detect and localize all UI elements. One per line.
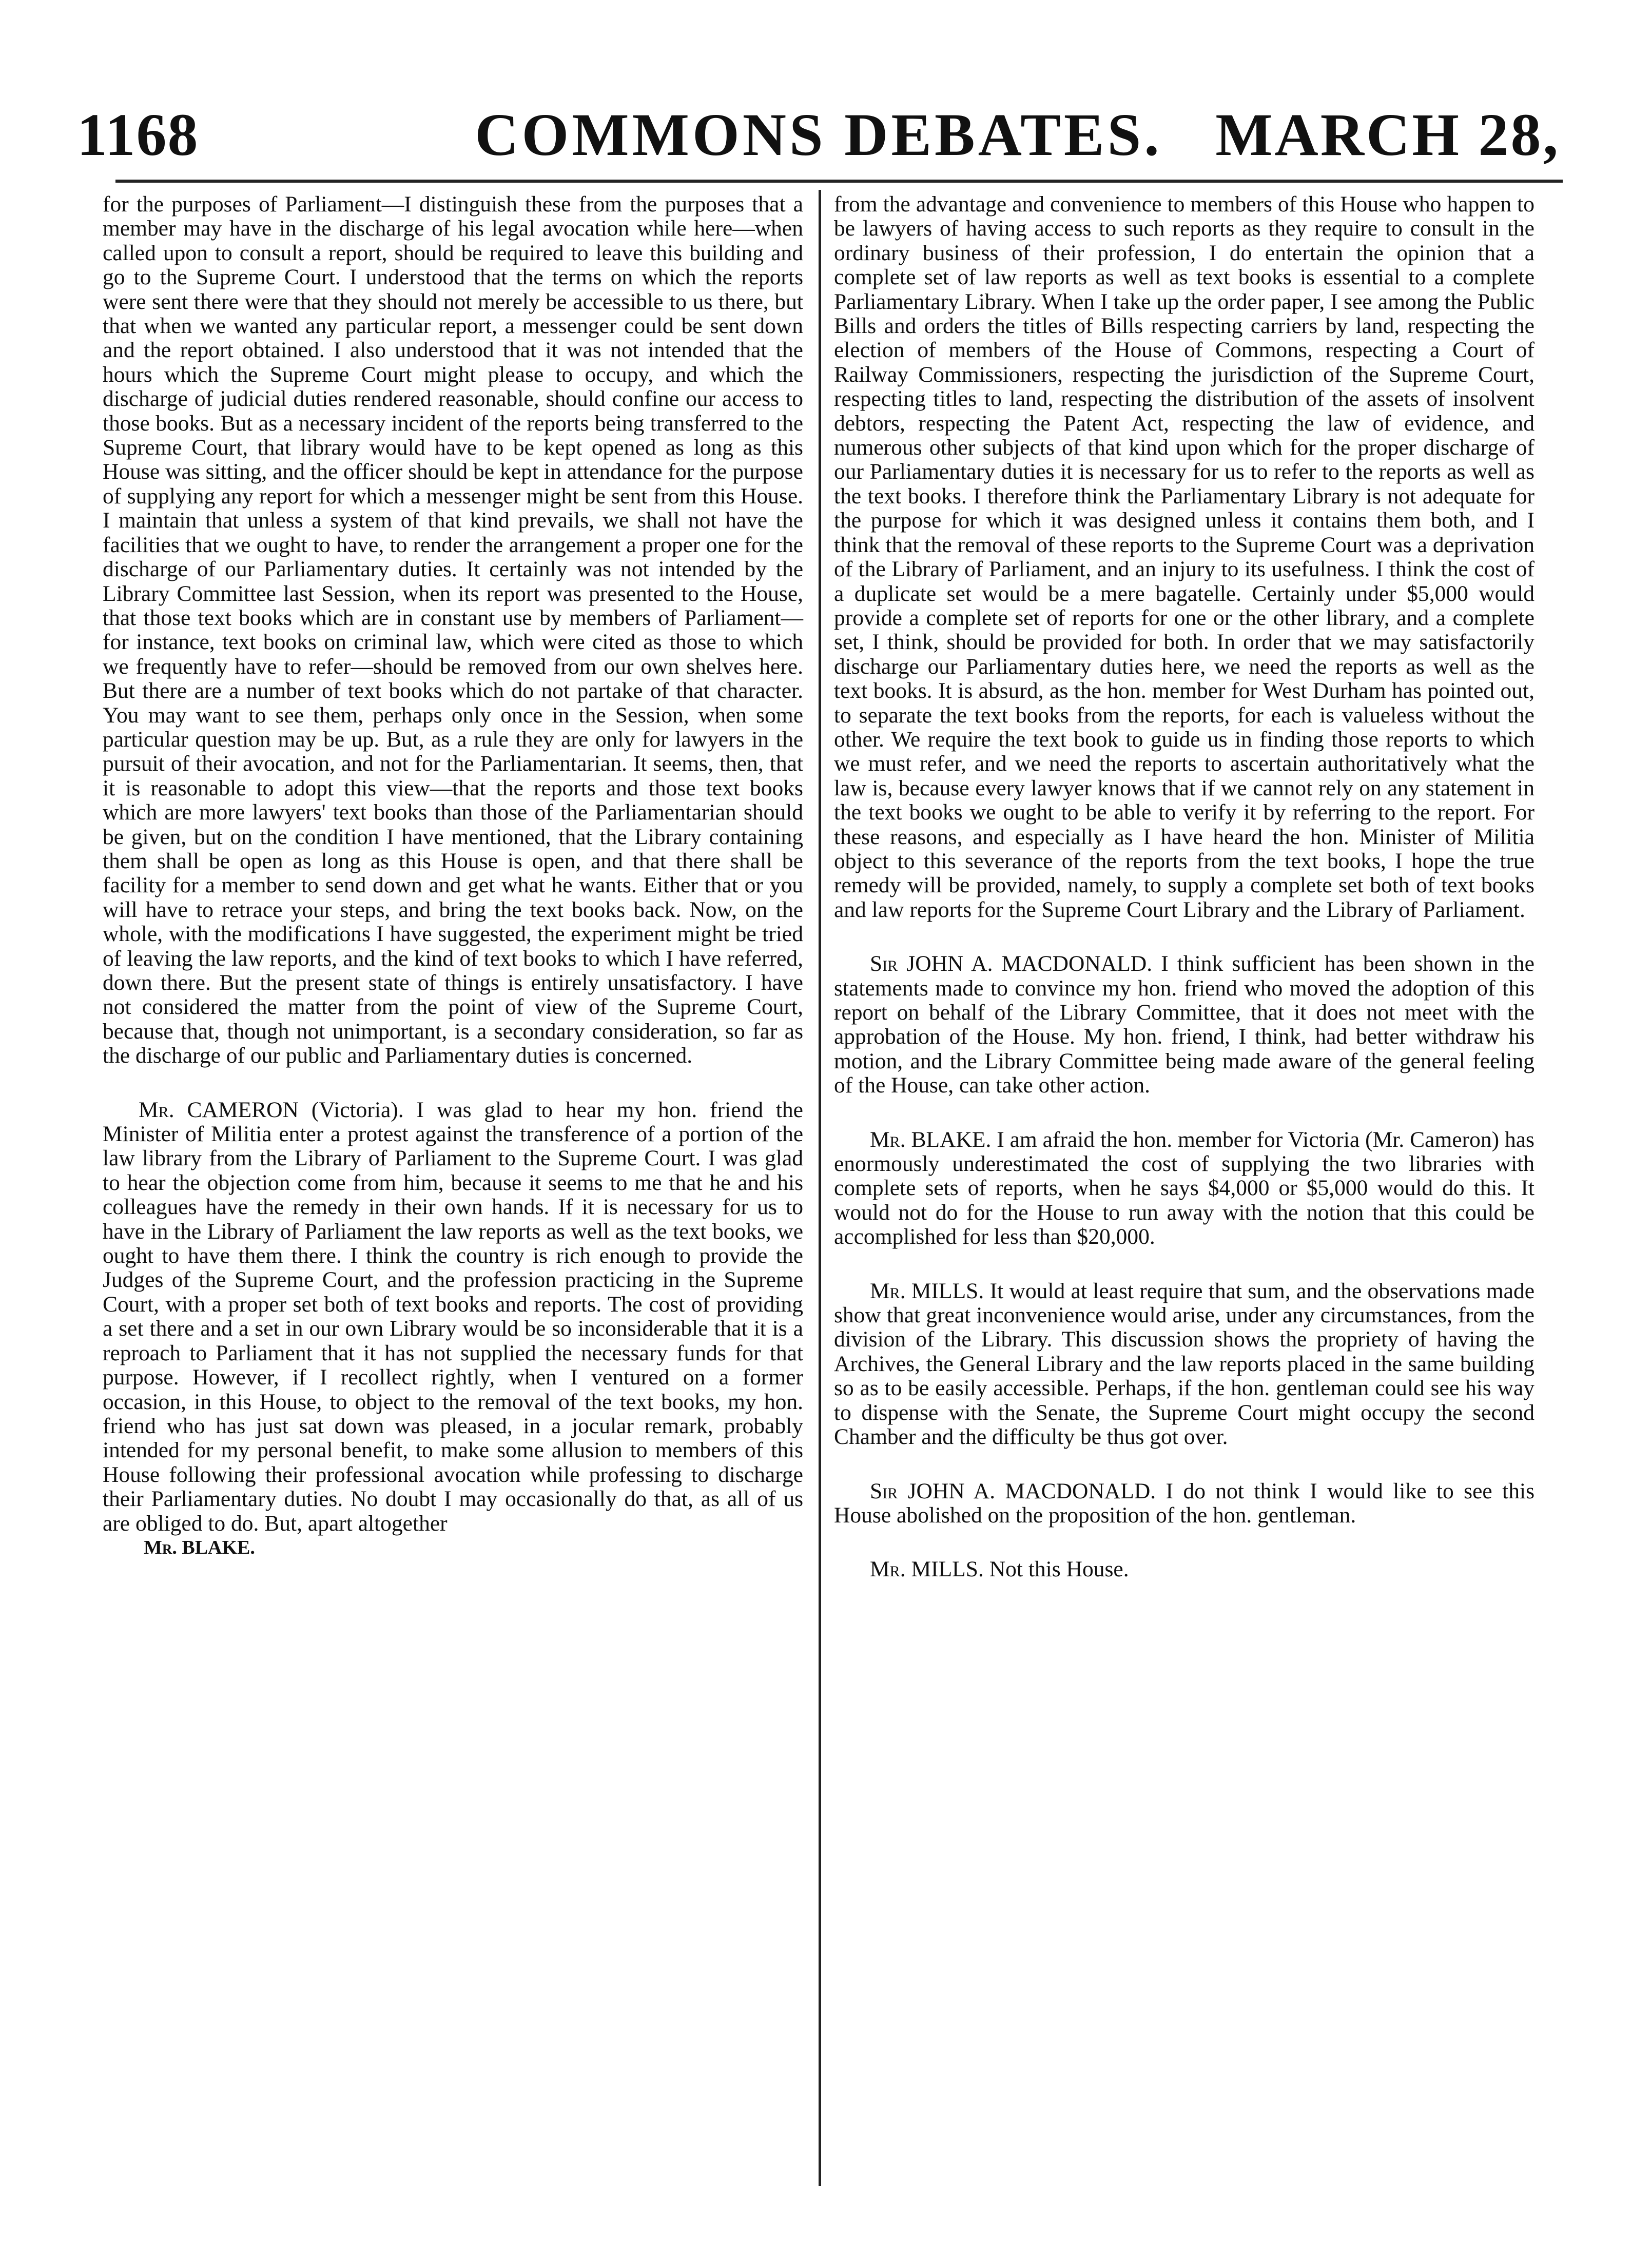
paragraph-text: for the purposes of Parliament—I distinguish these from the purposes that a member may have in the discharge of his legal avocation while here—when called upon to consult a report, should be required to leave this building and go to the Supreme Court. I understood that the terms on which the reports were sent there were that they should not merely be accessible to us there, but that when we wanted any particular report, a messenger could be sent down and the report obtained. I also understood that it was not intended that the hours which the Supreme Court might please to occupy, and which the discharge of judicial duties rendered reasonable, should confine our access to those books. But as a necessary incident of the reports being transferred to the Supreme Court, that library would have to be kept opened as long as this House was sitting, and the officer should be kept in attendance for the purpose of supplying any report for which a messenger might be sent from this House. I maintain that unless a system of that kind prevails, we shall not have the facilities that we ought to have, to render the arrangement a proper one for the discharge of our Parliamentary duties. It certainly was not intended by the Library Committee last Session, when its report was presented to the House, that those text books which are in constant use by members of Parliament—for instance, text books on criminal law, which were cited as those to which we frequently have to refer—should be removed from our own shelves here. But there are a number of text books which do not partake of that character. You may want to see them, perhaps only once in the Session, when some particular question may be up. But, as a rule they are only for lawyers in the pursuit of their avocation, and not for the Parliamentarian. It seems, then, that it is reasonable to adopt this view—that the reports and those text books which are more lawyers' text books than those of the Parliamentarian should be given, but on the condition I have mentioned, that the Library containing them shall be open as long as this House is open, and that there shall be facility for a member to send down and get what he wants. Either that or you will have to retrace your steps, and bring the text books back. Now, on the whole, with the modifications I have suggested, the experiment might be tried of leaving the law reports, and the kind of text books to which I have referred, down there. But the present state of things is entirely unsatisfactory. I have not considered the matter from the point of view of the Supreme Court, because that, though not unimportant, is a secondary consideration, so far as the discharge of our public and Parliamentary duties is concerned. [103, 192, 803, 1068]
speaker-name: Sir JOHN A. MACDONALD. [870, 1478, 1156, 1503]
paragraph-text: from the advantage and convenience to members of this House who happen to be lawyers of having access to such reports as they require to consult in the ordinary business of their profession, I do entertain the opinion that a complete set of law reports as well as text books is essential to a complete Parliamentary Library. When I take up the order paper, I see among the Public Bills and orders the titles of Bills respecting carriers by land, respecting the election of members of the House of Commons, respecting a Court of Railway Commissioners, respecting the jurisdiction of the Supreme Court, respecting titles to land, respecting the distribution of the assets of insolvent debtors, respecting the Patent Act, respecting the law of evidence, and numerous other subjects of that kind upon which for the proper discharge of our Parliamentary duties it is necessary for us to refer to the reports as well as the text books. I therefore think the Parliamentary Library is not adequate for the purpose for which it was designed unless it contains them both, and I think that the removal of these reports to the Supreme Court was a deprivation of the Library of Parliament, and an injury to its usefulness. I think the cost of a duplicate set would be a mere bagatelle. Certainly under $5,000 would provide a complete set of reports for one or the other library, and a complete set, I think, should be provided for both. In order that we may satisfactorily discharge our Parliamentary duties here, we need the reports as well as the text books. It is absurd, as the hon. member for West Durham has pointed out, to separate the text books from the reports, for each is valueless without the other. We require the text book to guide us in finding those reports to which we must refer, and we need the reports to ascertain authoritatively what the law is, because every lawyer knows that if we cannot rely on any statement in the text books we ought to be able to verify it by referring to the report. For these reasons, and especially as I have heard the hon. Minister of Militia object to this severance of the reports from the text books, I hope the true remedy will be provided, namely, to supply a complete set both of text books and law reports for the Supreme Court Library and the Library of Parliament. [834, 192, 1534, 922]
paragraph-text: I do not think I would like to see this House abolished on the proposition of the hon. gentleman. [834, 1478, 1534, 1528]
page-date: MARCH 28, [1215, 101, 1560, 168]
page-number: 1168 [77, 101, 199, 168]
paragraph-text: I think sufficient has been shown in the statements made to convince my hon. friend who moved the adoption of this report on behalf of the Library Committee, that it does not meet with the approbation of the House. My hon. friend, I think, had better withdraw his motion, and the Library Committee being made aware of the general feeling of the House, can take other action. [834, 951, 1534, 1098]
paragraph [103, 192, 803, 1068]
header-rule [115, 180, 1563, 183]
paragraph [834, 192, 1534, 922]
right-column [834, 192, 1534, 1582]
paragraph [834, 1128, 1534, 1249]
speaker-name: Mr. MILLS. [870, 1557, 984, 1582]
left-column [103, 192, 803, 1560]
paragraph [834, 1279, 1534, 1450]
speaker-name: Mr. CAMERON [139, 1097, 299, 1122]
paragraph [834, 1557, 1534, 1581]
paragraph-text: I am afraid the hon. member for Victoria (Mr. Cameron) has enormously underestimated the cost of supplying the two libraries with complete sets of reports, when he says $4,000 or $5,000 would do this. It would not do for the House to run away with the notion that this could be accomplished for less than $20,000. [834, 1127, 1534, 1249]
paragraph-text: (Victoria). I was glad to hear my hon. friend the Minister of Militia enter a protest against the transference of a portion of the law library from the Library of Parliament to the Supreme Court. I was glad to hear the objection come from him, because it seems to me that he and his colleagues have the remedy in their own hands. If it is necessary for us to have in the Library of Parliament the law reports as well as the text books, we ought to have them there. I think the country is rich enough to provide the Judges of the Supreme Court, and the profession practicing in the Supreme Court, with a proper set both of text books and reports. The cost of providing a set there and a set in our own Library would be so inconsiderable that it is a reproach to Parliament that it has not supplied the necessary funds for that purpose. However, if I recollect rightly, when I ventured on a former occasion, in this House, to object to the removal of the text books, my hon. friend who has just sat down was pleased, in a jocular remark, probably intended for my personal benefit, to make some allusion to members of this House following their professional avocation while professing to discharge their Parliamentary duties. No doubt I may occasionally do that, as all of us are obliged to do. But, apart altogether [103, 1097, 803, 1536]
paragraph [103, 1098, 803, 1536]
paragraph-text: Not this House. [983, 1557, 1129, 1582]
page-header [77, 100, 1560, 172]
paragraph [834, 952, 1534, 1098]
speaker-name: Mr. MILLS. [870, 1278, 984, 1303]
column-divider [819, 190, 821, 2186]
running-title: COMMONS DEBATES. [475, 101, 1162, 168]
speaker-name: Sir JOHN A. MACDONALD. [870, 951, 1153, 976]
speaker-name: Mr. BLAKE. [870, 1127, 992, 1152]
paragraph [834, 1479, 1534, 1528]
catchword: Mr. BLAKE. [144, 1536, 255, 1558]
paragraph-text: It would at least require that sum, and the observations made show that great inconvenience would arise, under any circumstances, from the division of the Library. This discussion shows the propriety of having the Archives, the General Library and the law reports placed in the same building so as to be easily accessible. Perhaps, if the hon. gentleman could see his way to dispense with the Senate, the Supreme Court might occupy the second Chamber and the difficulty be thus got over. [834, 1278, 1534, 1450]
